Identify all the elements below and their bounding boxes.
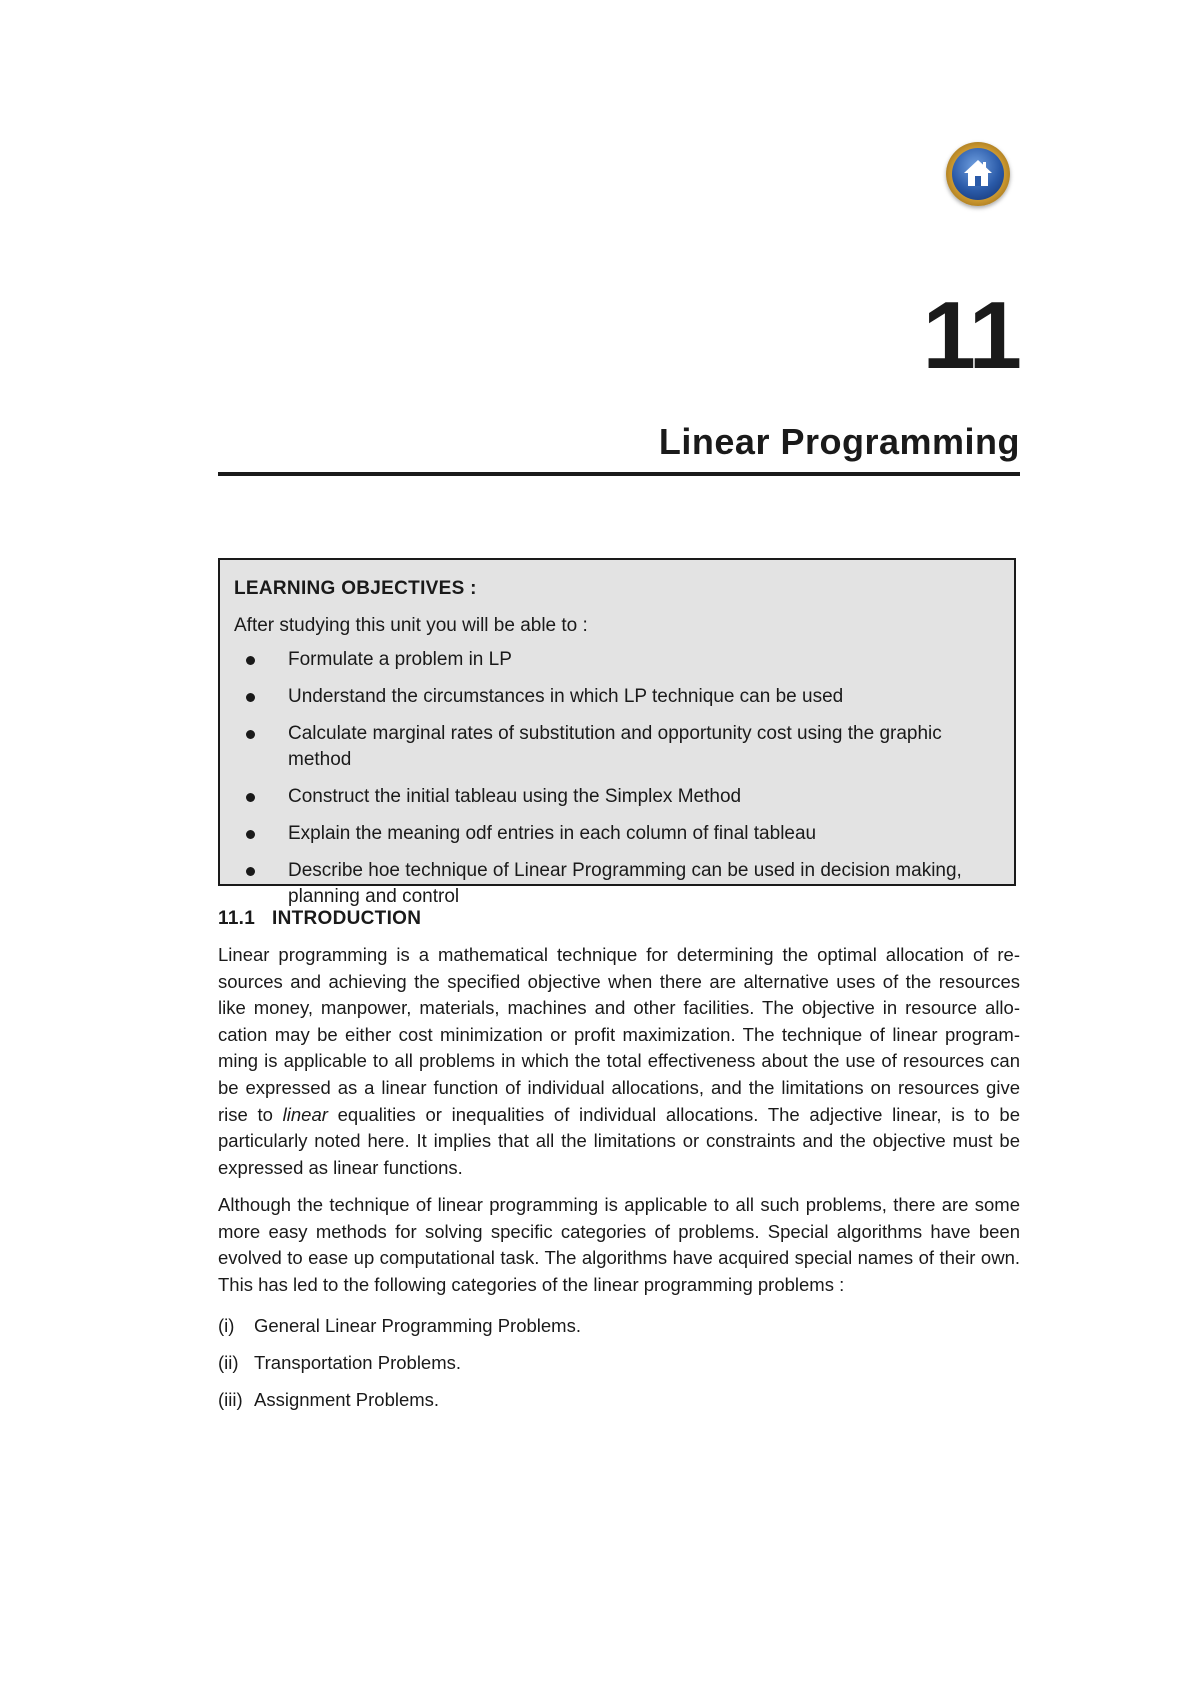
title-rule: [218, 472, 1020, 476]
bullet-icon: [246, 656, 255, 665]
category-item: [218, 1389, 439, 1411]
bullet-icon: [246, 867, 255, 876]
objective-item: [234, 858, 1000, 910]
section-title: INTRODUCTION: [272, 908, 422, 929]
objective-text: Explain the meaning odf entries in each column of final tableau: [288, 823, 817, 844]
intro-paragraph-2: Although the technique of linear programming is applicable to all such problems, there are some more easy methods for solving specific categories of problems. Special algorithms have been evolved to ease up computational task. The algorithms have acquired special names of their own. This has led to the following categories of the linear programming problems :: [218, 1194, 1020, 1295]
chapter-number: 11: [922, 282, 1020, 389]
home-icon: [962, 157, 994, 189]
para1-italic-term: linear: [282, 1103, 328, 1125]
chapter-title: Linear Programming: [658, 421, 1020, 462]
objectives-heading: LEARNING OBJECTIVES :: [234, 578, 477, 599]
category-item: [218, 1352, 461, 1374]
category-text: General Linear Programming Problems.: [254, 1315, 581, 1336]
objective-text: Construct the initial tableau using the Simplex Method: [288, 786, 742, 807]
objective-text: Understand the circumstances in which LP technique can be used: [288, 686, 844, 707]
category-text: Transportation Problems.: [254, 1352, 462, 1373]
objective-text: Formulate a problem in LP: [288, 649, 512, 670]
objective-item: [234, 721, 1000, 773]
category-label: (iii): [218, 1389, 243, 1410]
objective-item: [234, 784, 1000, 810]
category-label: (ii): [218, 1352, 239, 1373]
objective-item: [234, 684, 1000, 710]
intro-paragraph-1: [218, 942, 1020, 1181]
section-heading: [218, 908, 421, 930]
section-number: 11.1: [218, 908, 256, 929]
objective-text: Calculate marginal rates of substitution and opportunity cost using the graphic method: [288, 723, 942, 770]
category-label: (i): [218, 1315, 235, 1336]
home-button[interactable]: [946, 142, 1010, 206]
learning-objectives-box: [218, 558, 1016, 907]
bullet-icon: [246, 793, 255, 802]
bullet-icon: [246, 830, 255, 839]
para1-text-end: equalities or inequalities of individual allocations. The adjective linear, is to be particularly noted here. It implies that all the limitations or constraints and the objective must be expressed as linear functions.: [218, 1103, 1020, 1178]
objective-item: [234, 647, 1000, 673]
para1-text-start: Linear programming is a mathematical technique for determining the optimal allocation of re-sources and achieving the specified objective when there are alternative uses of the resources like money, manpower, materials, machines and other facilities. The objective in resource allo-cation may be either cost minimization or profit maximization. The technique of linear program-ming is applicable to all problems in which the total effectiveness about the use of resources can be expressed as a linear function of individual allocations, and the limitations on resources give rise to: [218, 944, 1020, 1125]
category-item: [218, 1315, 581, 1337]
objectives-list: [234, 647, 1000, 910]
objective-item: [234, 821, 1000, 847]
objective-text: Describe hoe technique of Linear Programming can be used in decision making, planning and control: [288, 860, 962, 907]
bullet-icon: [246, 693, 255, 702]
home-button-face: [952, 148, 1004, 200]
objectives-intro: After studying this unit you will be able to :: [234, 615, 588, 636]
bullet-icon: [246, 730, 255, 739]
category-text: Assignment Problems.: [254, 1389, 440, 1410]
